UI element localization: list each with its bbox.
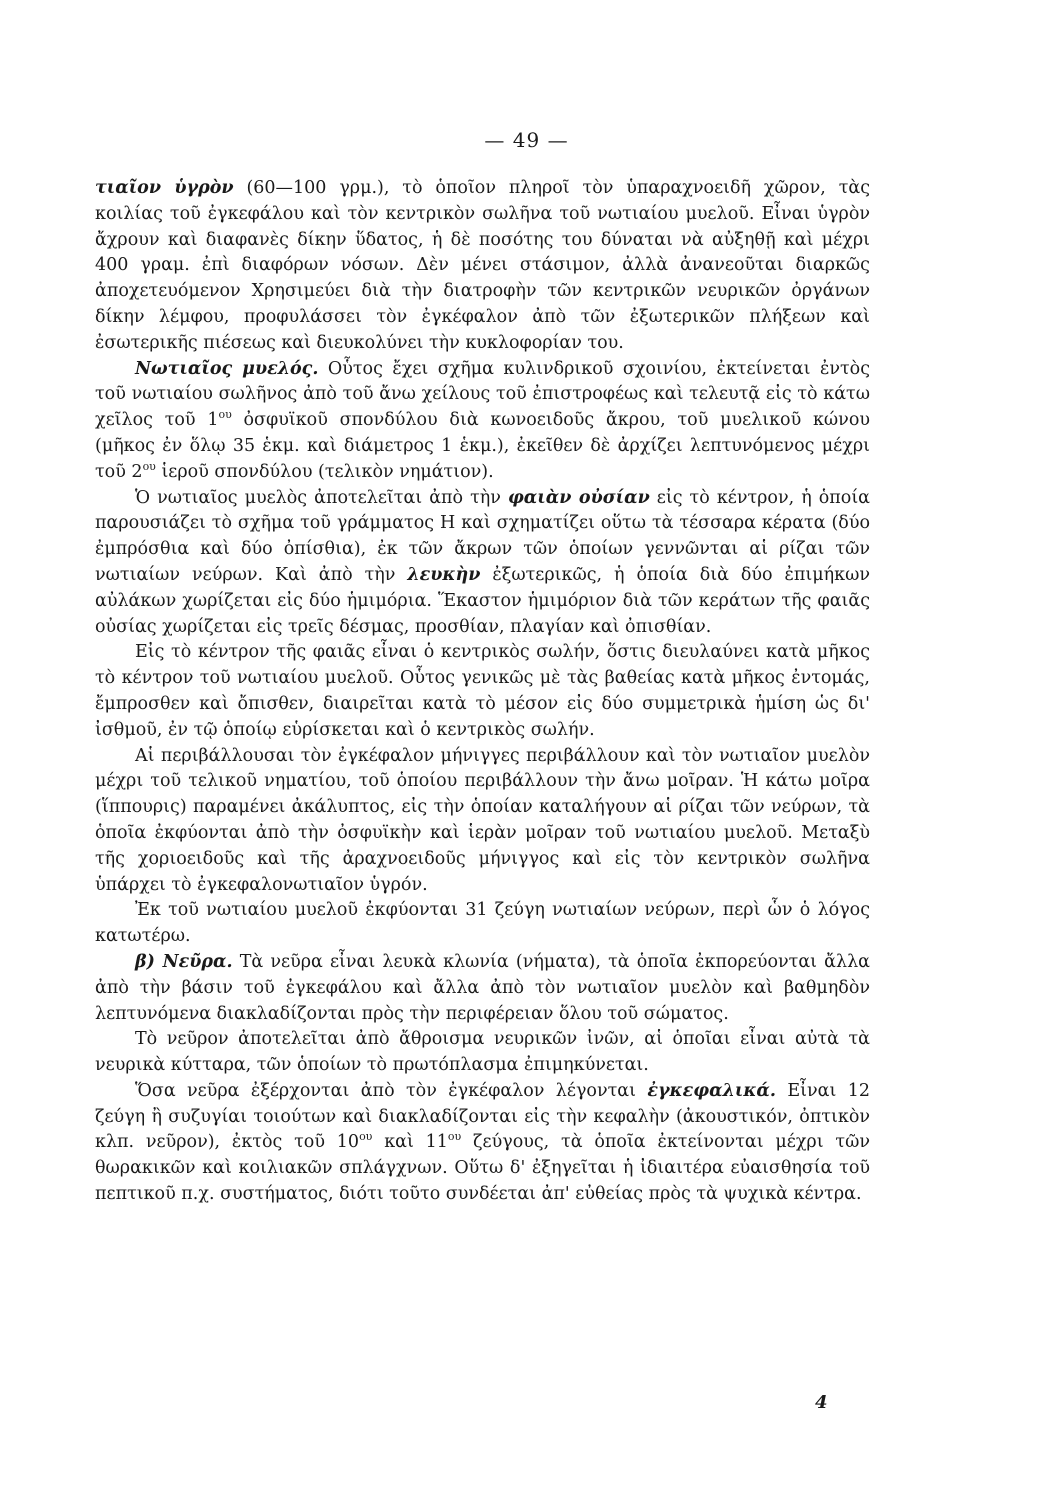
term: τιαῖον ὑγρὸν bbox=[95, 178, 234, 198]
page-number: — 49 — bbox=[484, 128, 569, 152]
body-text bbox=[95, 176, 870, 1208]
term: φαιὰν οὐσίαν bbox=[507, 487, 650, 508]
term: ἐγκεφαλικά. bbox=[647, 1080, 776, 1101]
section-heading: β) Νεῦρα. bbox=[135, 951, 233, 972]
section-heading: Νωτιαῖος μυελός. bbox=[135, 358, 319, 379]
paragraph: τιαῖον ὑγρὸν (60—100 γρμ.), τὸ ὁποῖον πληροῖ τὸν ὑπαραχνοειδῆ χῶρον, τὰς κοιλίας τοῦ ἐγκεφάλου καὶ τὸν κεντρικὸν σωλῆνα τοῦ νωτιαίου μυελοῦ. Εἶναι ὑγρὸν ἄχρουν καὶ διαφανὲς δίκην ὕδατος, ἡ δὲ ποσότης του δύναται νὰ αὐξηθῇ καὶ μέχρι 400 γραμ. ἐπὶ διαφόρων νόσων. Δὲν μένει στάσιμον, ἀλλὰ ἀνανεοῦται διαρκῶς ἀποχετευόμενον Χρησιμεύει διὰ τὴν διατροφὴν τῶν κεντρικῶν νευρικῶν ὀργάνων δίκην λέμφου, προφυλάσσει τὸν ἐγκέφαλον ἀπὸ τῶν ἐξωτερικῶν πλήξεων καὶ ἐσωτερικῆς πιέσεως καὶ διευκολύνει τὴν κυκλοφορίαν του. bbox=[95, 178, 871, 353]
paragraph: Ἐκ τοῦ νωτιαίου μυελοῦ ἐκφύονται 31 ζεύγη νωτιαίων νεύρων, περὶ ὧν ὁ λόγος κατωτέρω. bbox=[95, 900, 870, 947]
term: λευκὴν bbox=[407, 564, 481, 585]
paragraph: β) Νεῦρα. Τὰ νεῦρα εἶναι λευκὰ κλωνία (νήματα), τὰ ὁποῖα ἐκπορεύονται ἄλλα ἀπὸ τὴν βάσιν τοῦ ἐγκεφάλου καὶ ἄλλα ἀπὸ τὸν νωτιαῖον μυελὸν καὶ βαθμηδὸν λεπτυνόμενα διακλαδίζονται πρὸς τὴν περιφέρειαν ὅλου τοῦ σώματος. bbox=[95, 951, 871, 1024]
signature-mark: 4 bbox=[815, 1392, 828, 1413]
paragraph: Νωτιαῖος μυελός. Οὗτος ἔχει σχῆμα κυλινδρικοῦ σχοινίου, ἐκτείνεται ἐντὸς τοῦ νωτιαίου σωλῆνος ἀπὸ τοῦ ἄνω χείλους τοῦ ἐπιστροφέως καὶ τελευτᾷ εἰς τὸ κάτω χεῖλος τοῦ $1^{o\upsilon}$ ὀσφυϊκοῦ σπονδύλου διὰ κωνοειδοῦς ἄκρου, τοῦ μυελικοῦ κώνου (μῆκος ἐν ὅλῳ 35 ἑκμ. καὶ διάμετρος 1 ἑκμ.), ἐκεῖθεν δὲ ἀρχίζει λεπτυνόμενος μέχρι τοῦ $2^{o\upsilon}$ ἱεροῦ σπονδύλου (τελικὸν νημάτιον). bbox=[95, 358, 870, 482]
paragraph: Αἱ περιβάλλουσαι τὸν ἐγκέφαλον μήνιγγες περιβάλλουν καὶ τὸν νωτιαῖον μυελὸν μέχρι τοῦ τελικοῦ νηματίου, τοῦ ὁποίου περιβάλλουν τὴν ἄνω μοῖραν. Ἡ κάτω μοῖρα (ἵππουρις) παραμένει ἀκάλυπτος, εἰς τὴν ὁποίαν καταλήγουν αἱ ρίζαι τῶν νεύρων, τὰ ὁποῖα ἐκφύονται ἀπὸ τὴν ὀσφυϊκὴν καὶ ἱερὰν μοῖραν τοῦ νωτιαίου μυελοῦ. Μεταξὺ τῆς χοριοειδοῦς καὶ τῆς ἀραχνοειδοῦς μήνιγγος καὶ εἰς τὸν κεντρικὸν σωλῆνα ὑπάρχει τὸ ἐγκεφαλονωτιαῖον ὑγρόν. bbox=[95, 745, 870, 895]
paragraph: Ὅσα νεῦρα ἐξέρχονται ἀπὸ τὸν ἐγκέφαλον λέγονται ἐγκεφαλικά. Εἶναι 12 ζεύγη ἢ συζυγίαι τοιούτων καὶ διακλαδίζονται εἰς τὴν κεφαλὴν (ἀκουστικόν, ὀπτικὸν κλπ. νεῦρον), ἐκτὸς τοῦ $10^{o\upsilon}$ καὶ $11^{o\upsilon}$ ζεύγους, τὰ ὁποῖα ἐκτείνονται μέχρι τῶν θωρακικῶν καὶ κοιλιακῶν σπλάγχνων. Οὕτω δ' ἐξηγεῖται ἡ ἰδιαιτέρα εὐαισθησία τοῦ πεπτικοῦ π.χ. συστήματος, διότι τοῦτο συνδέεται ἀπ' εὐθείας πρὸς τὰ ψυχικὰ κέντρα. bbox=[95, 1080, 870, 1205]
paragraph: Τὸ νεῦρον ἀποτελεῖται ἀπὸ ἄθροισμα νευρικῶν ἰνῶν, αἱ ὁποῖαι εἶναι αὐτὰ τὰ νευρικὰ κύτταρα, τῶν ὁποίων τὸ πρωτόπλασμα ἐπιμηκύνεται. bbox=[95, 1029, 870, 1076]
paragraph: Ὁ νωτιαῖος μυελὸς ἀποτελεῖται ἀπὸ τὴν φαιὰν οὐσίαν εἰς τὸ κέντρον, ἡ ὁποία παρουσιάζει τὸ σχῆμα τοῦ γράμματος Η καὶ σχηματίζει οὕτω τὰ τέσσαρα κέρατα (δύο ἐμπρόσθια καὶ δύο ὀπίσθια), ἐκ τῶν ἄκρων τῶν ὁποίων γεννῶνται αἱ ρίζαι τῶν νωτιαίων νεύρων. Καὶ ἀπὸ τὴν λευκὴν ἐξωτερικῶς, ἡ ὁποία διὰ δύο ἐπιμήκων αὐλάκων χωρίζεται εἰς δύο ἡμιμόρια. Ἕκαστον ἡμιμόριον διὰ τῶν κεράτων τῆς φαιᾶς οὐσίας χωρίζεται εἰς τρεῖς δέσμας, προσθίαν, πλαγίαν καὶ ὀπισθίαν. bbox=[95, 487, 870, 637]
paragraph: Εἰς τὸ κέντρον τῆς φαιᾶς εἶναι ὁ κεντρικὸς σωλήν, ὅστις διευλαύνει κατὰ μῆκος τὸ κέντρον τοῦ νωτιαίου μυελοῦ. Οὗτος γενικῶς μὲ τὰς βαθείας κατὰ μῆκος ἐντομάς, ἔμπροσθεν καὶ ὄπισθεν, διαιρεῖται κατὰ τὸ μέσον εἰς δύο συμμετρικὰ ἡμίση ὡς δι' ἰσθμοῦ, ἐν τῷ ὁποίῳ εὑρίσκεται καὶ ὁ κεντρικὸς σωλήν. bbox=[95, 642, 870, 740]
